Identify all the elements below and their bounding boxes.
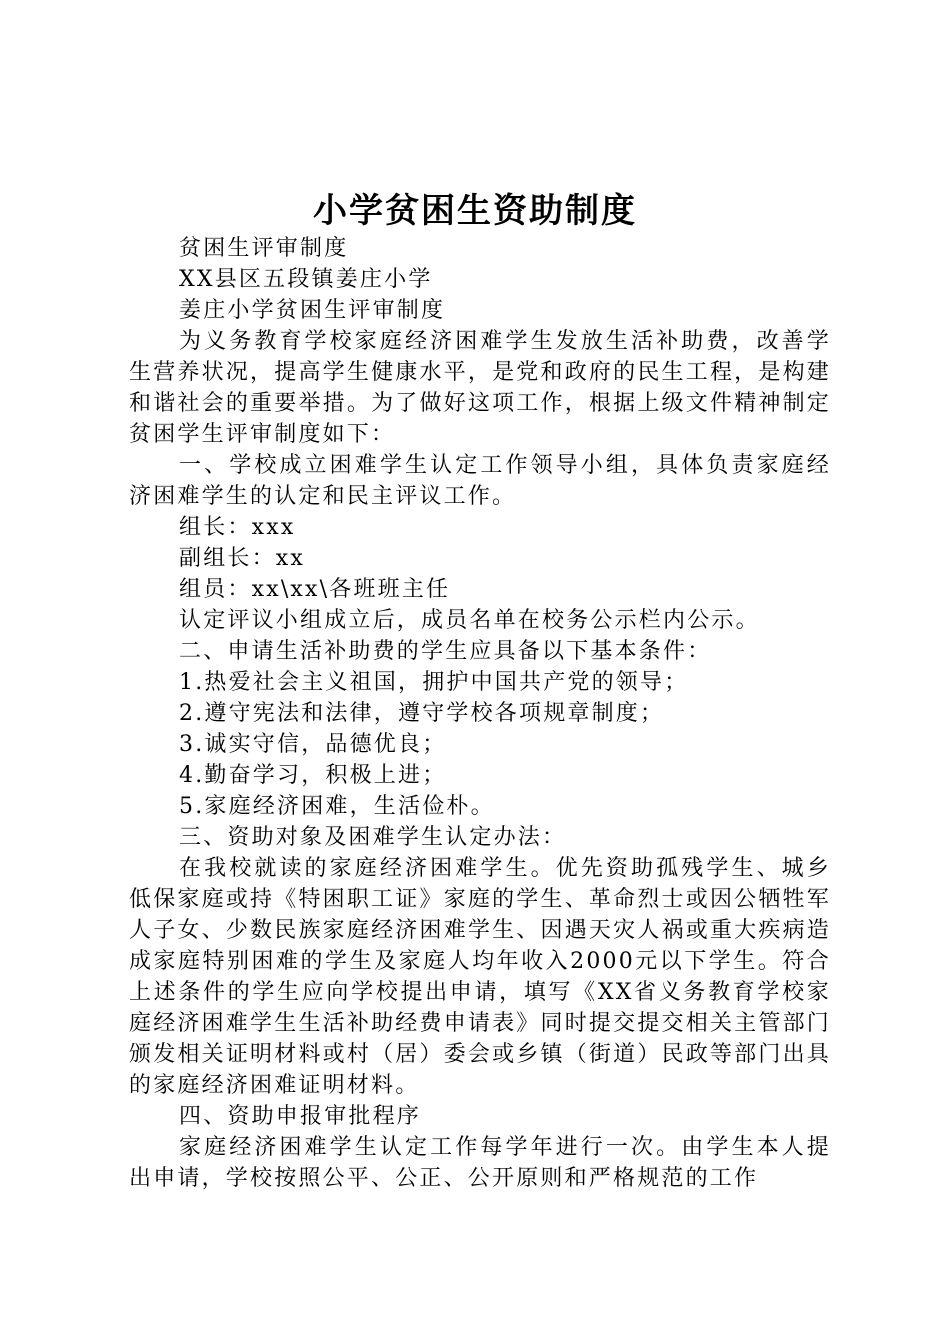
paragraph: 一、学校成立困难学生认定工作领导小组，具体负责家庭经济困难学生的认定和民主评议工作。 (129, 453, 831, 509)
document-body (129, 233, 831, 1194)
paragraph: 2.遵守宪法和法律，遵守学校各项规章制度； (179, 701, 665, 726)
paragraph: 在我校就读的家庭经济困难学生。优先资助孤残学生、城乡低保家庭或持《特困职工证》家庭的学生、革命烈士或因公牺牲军人子女、少数民族家庭经济困难学生、因遇天灾人祸或重大疾病造成家庭特别困难的学生及家庭人均年收入2000元以下学生。符合上述条件的学生应向学校提出申请，填写《XX省义务教育学校家庭经济困难学生生活补助经费申请表》同时提交提交相关主管部门颁发相关证明材料或村（居）委会或乡镇（街道）民政等部门出具的家庭经济困难证明材料。 (129, 856, 831, 1098)
paragraph: 1.热爱社会主义祖国，拥护中国共产党的领导； (179, 670, 689, 695)
paragraph: 二、申请生活补助费的学生应具备以下基本条件： (179, 639, 712, 664)
paragraph: XX县区五段镇姜庄小学 (179, 267, 433, 292)
paragraph: 三、资助对象及困难学生认定办法： (179, 825, 567, 850)
paragraph: 副组长：xx (179, 546, 306, 571)
paragraph: 贫困生评审制度 (179, 236, 349, 261)
paragraph: 认定评议小组成立后，成员名单在校务公示栏内公示。 (179, 608, 760, 633)
document-title: 小学贫困生资助制度 (313, 191, 637, 231)
paragraph: 3.诚实守信，品德优良； (179, 732, 447, 757)
paragraph: 家庭经济困难学生认定工作每学年进行一次。由学生本人提出申请，学校按照公平、公正、公开原则和严格规范的工作 (129, 1135, 831, 1191)
paragraph: 四、资助申报审批程序 (179, 1104, 422, 1129)
paragraph: 5.家庭经济困难，生活俭朴。 (179, 794, 495, 819)
paragraph: 姜庄小学贫困生评审制度 (179, 298, 446, 323)
paragraph: 组员：xx\xx\各班班主任 (179, 577, 451, 602)
paragraph: 组长：xxx (179, 515, 296, 540)
paragraph: 4.勤奋学习，积极上进； (179, 763, 447, 788)
paragraph: 为义务教育学校家庭经济困难学生发放生活补助费，改善学生营养状况，提高学生健康水平，是党和政府的民生工程，是构建和谐社会的重要举措。为了做好这项工作，根据上级文件精神制定贫困学生评审制度如下： (129, 329, 831, 447)
